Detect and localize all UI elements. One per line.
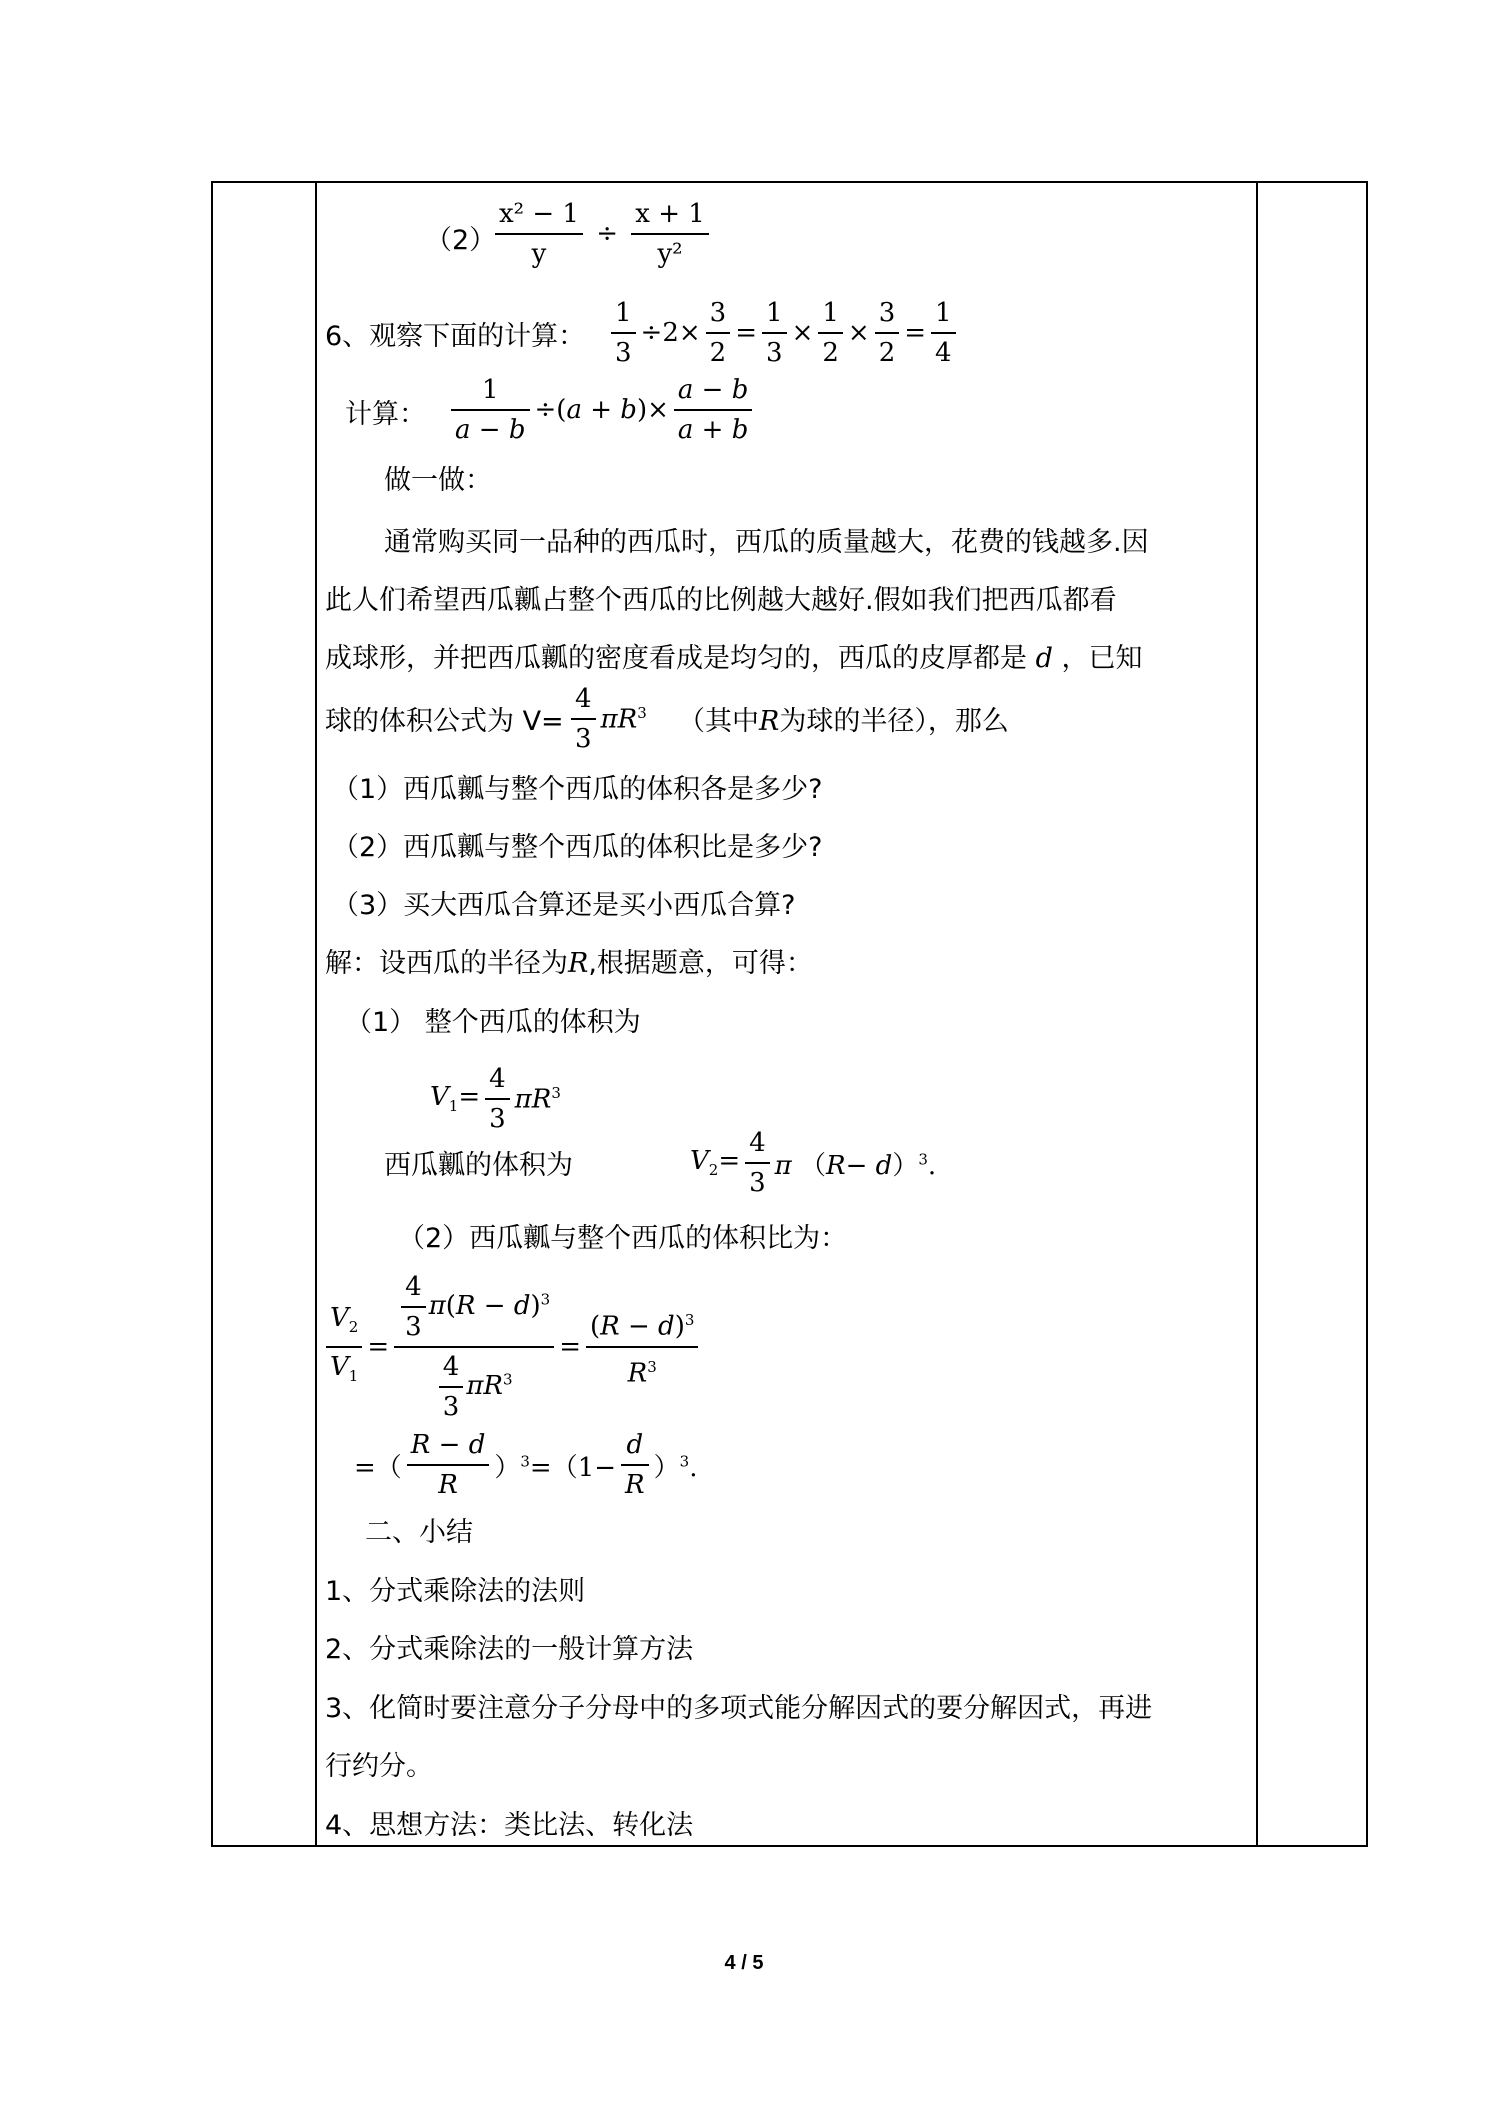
question-2: （2）西瓜瓤与整个西瓜的体积比是多少? — [332, 832, 823, 863]
solution-intro: 解：设西瓜的半径为R,根据题意，可得： — [325, 948, 813, 979]
page-number: 4 / 5 — [724, 1952, 764, 1974]
summary-item-4: 4、思想方法：类比法、转化法 — [325, 1810, 694, 1841]
do-it-heading: 做一做： — [384, 465, 492, 496]
paragraph-line-3: 成球形，并把西瓜瓤的密度看成是均匀的，西瓜的皮厚都是 d ，已知 — [325, 643, 1143, 674]
fraction-denominator: y — [495, 233, 583, 269]
question-6-expression: $\frac{1}{3}$ ÷2× $\frac{3}{2}$ = $\frac{1}{3}$ × $\frac{1}{2}$ × $\frac{3}{2}$ = $\frac{1}{4}$ — [608, 298, 959, 368]
table-column-divider-2 — [1256, 181, 1258, 1846]
paragraph-line-2: 此人们希望西瓜瓤占整个西瓜的比例越大越好.假如我们把西瓜都看 — [325, 585, 1117, 616]
summary-item-3-cont: 行约分。 — [325, 1751, 433, 1782]
solution-step-1: （1） 整个西瓜的体积为 — [345, 1007, 641, 1038]
volume-ratio-expression: $\frac{V_2}{V_1}$ = $\frac{4}{3}$ $\pi(R - d)^3$ $\frac{4}{3}$ $\pi R^3$ = $\frac{(R - d)^3}{R^3}$ — [323, 1272, 701, 1422]
table-border-right — [1366, 181, 1368, 1846]
table-border-top — [211, 181, 1368, 183]
question-3: （3）买大西瓜合算还是买小西瓜合算? — [332, 890, 796, 921]
volume-ratio-simplified: =（ $\frac{R - d}{R}$ ）$^3$=（1− $\frac{d}{R}$ ）$^3$. — [354, 1430, 698, 1500]
summary-item-1: 1、分式乘除法的法则 — [325, 1576, 586, 1607]
compute-expression: $\frac{1}{a - b}$ ÷(a + b)× $\frac{a - b}{a + b}$ — [448, 375, 755, 445]
fraction-numerator: x + 1 — [635, 199, 705, 229]
table-border-left — [211, 181, 213, 1846]
summary-item-2: 2、分式乘除法的一般计算方法 — [325, 1634, 694, 1665]
summary-heading: 二、小结 — [365, 1517, 473, 1548]
rind-volume-label: 西瓜瓤的体积为 — [384, 1150, 573, 1181]
whole-volume-formula: $V_1=$ $\frac{4}{3}$ $\pi R^3$ — [430, 1064, 561, 1134]
flesh-volume-formula: $V_2=$ $\frac{4}{3}$ π $(R- d)^3$. — [690, 1128, 937, 1198]
paragraph-line-4: 球的体积公式为 V= — [325, 706, 564, 737]
solution-step-2: （2）西瓜瓤与整个西瓜的体积比为： — [398, 1223, 848, 1254]
paragraph-line-4-rest: （其中R为球的半径），那么 — [678, 706, 1009, 737]
item-2-label: （2） — [425, 225, 497, 256]
question-1: （1）西瓜瓤与整个西瓜的体积各是多少? — [332, 774, 823, 805]
table-column-divider-1 — [315, 181, 317, 1846]
question-6-text: 6、观察下面的计算： — [325, 321, 586, 352]
paragraph-line-1: 通常购买同一品种的西瓜时，西瓜的质量越大，花费的钱越多.因 — [384, 527, 1149, 558]
compute-label: 计算： — [345, 399, 426, 430]
table-border-bottom — [211, 1845, 1368, 1847]
item-2-expression: $\frac{\text{x² − 1}}{y}$ ÷ $\frac{x + 1}{\text{y²}}$ — [492, 199, 712, 269]
sphere-volume-formula: $\frac{4}{3}$ $\pi R^3$ — [568, 684, 649, 754]
fraction-denominator: y² — [631, 233, 709, 269]
summary-item-3: 3、化简时要注意分子分母中的多项式能分解因式的要分解因式，再进 — [325, 1693, 1153, 1724]
fraction-numerator: x² − 1 — [499, 199, 579, 229]
variable-d: d — [1035, 643, 1053, 674]
